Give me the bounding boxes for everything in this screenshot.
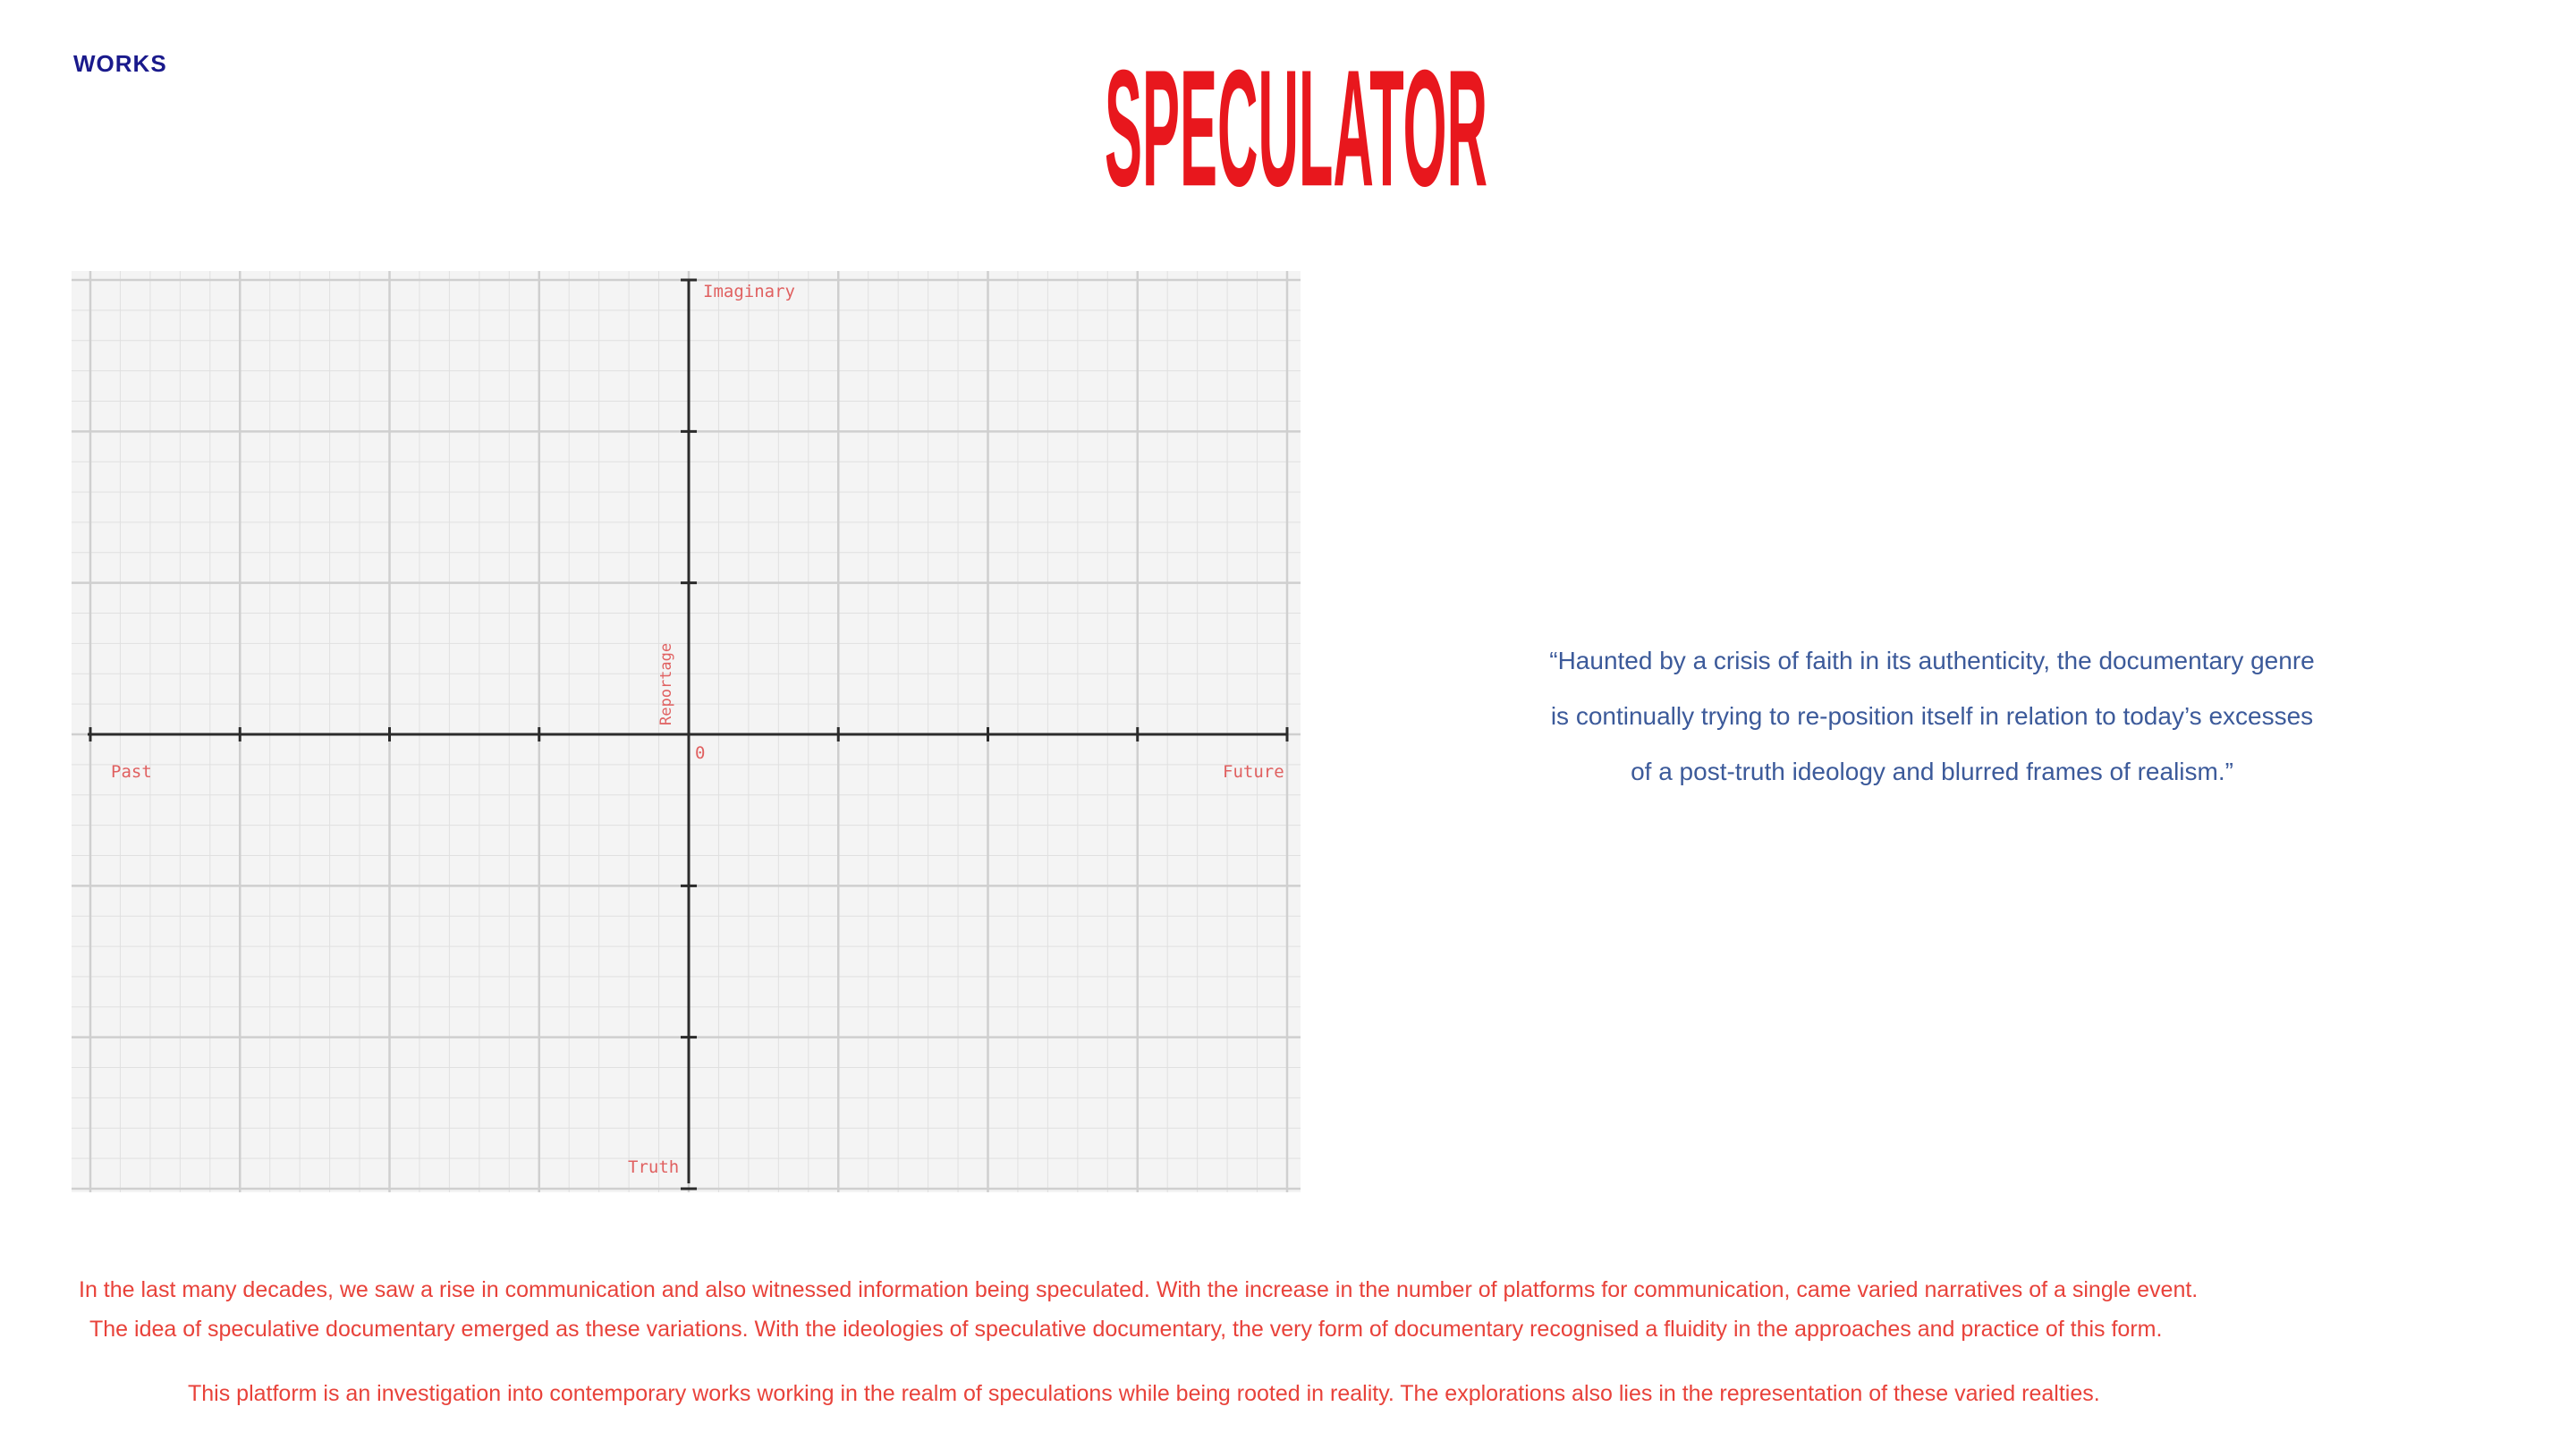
nav-works-link[interactable]: WORKS xyxy=(73,50,167,77)
quote-block xyxy=(1467,633,2397,800)
quote-line: “Haunted by a crisis of faith in its authenticity, the documentary genre xyxy=(1549,647,2315,674)
quote-line: is continually trying to re-position itself in relation to today’s excesses xyxy=(1550,702,2314,730)
page-title xyxy=(1105,35,1516,230)
intro-line: In the last many decades, we saw a rise in communication and also witnessed information being speculated. With the increase in the number of platforms for communication, came varied narratives of a single event. xyxy=(79,1277,2199,1302)
label-truth: Truth xyxy=(628,1157,680,1177)
label-reportage: Reportage xyxy=(657,642,675,725)
plot-background xyxy=(72,271,1301,1192)
intro-line: The idea of speculative documentary emerged as these variations. With the ideologies of speculative documentary, the very form of documentary recognised a fluidity in the approaches and practice of this form. xyxy=(89,1317,2163,1342)
quote-line: of a post-truth ideology and blurred frames of realism.” xyxy=(1631,758,2233,785)
label-past: Past xyxy=(111,762,152,782)
intro-line: This platform is an investigation into contemporary works working in the realm of speculations while being rooted in reality. The explorations also lies in the representation of these varied realties. xyxy=(188,1381,2100,1406)
label-future: Future xyxy=(1223,762,1284,782)
page-title-text: SPECULATOR xyxy=(1105,35,1487,221)
speculator-plot xyxy=(72,271,1301,1192)
label-origin: 0 xyxy=(695,743,706,763)
label-imaginary: Imaginary xyxy=(703,282,795,301)
